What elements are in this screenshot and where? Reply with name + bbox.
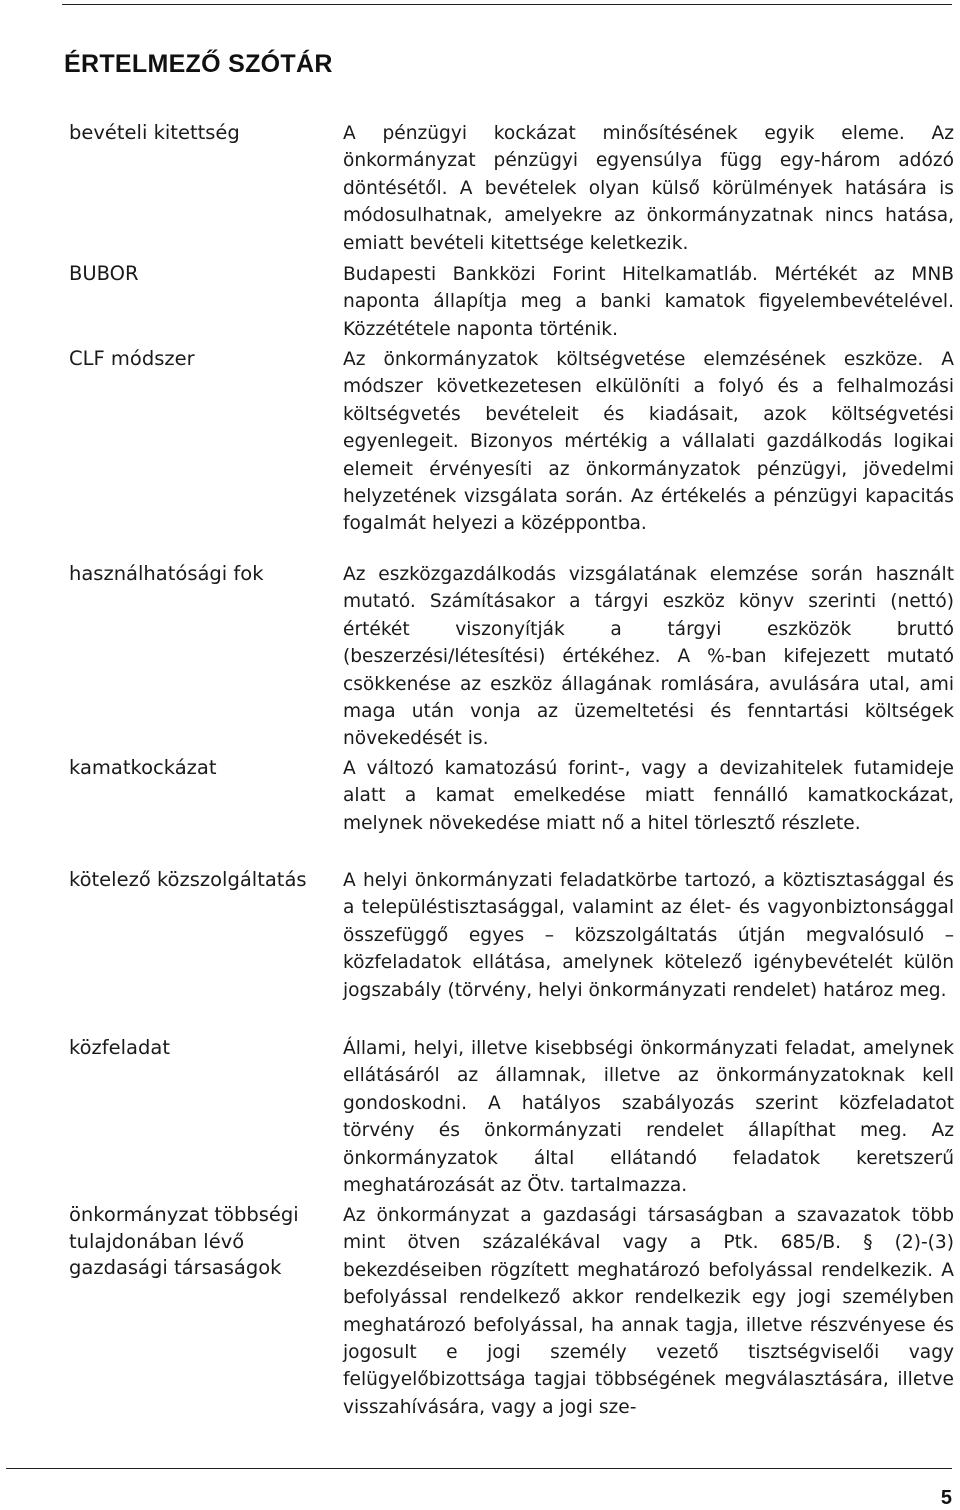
glossary-term: kötelező közszolgáltatás [69,868,307,891]
glossary-definition: Az eszközgazdálkodás vizsgálatának elemzése során használt mutató. Számításakor a tárgyi eszköz könyv szerinti (nettó) értékét viszonyítják a tárgyi eszközök bruttó (beszerzési/létesítési) értékéhez. A %-ban kifejezett mutató csökkenése az eszköz állagának romlására, avulására utal, ami maga után vonja az üzemeltetési és fenntartási költségek növekedését is. [343,564,954,750]
page-title: ÉRTELMEZŐ SZÓTÁR [64,50,333,78]
glossary-term: önkormányzat többségi tulajdonában lévő gazdasági társaságok [69,1203,299,1280]
glossary-term: CLF módszer [69,347,195,370]
top-rule [62,4,952,5]
glossary-definition: Az önkormányzatok költségvetése elemzésének eszköze. A módszer következetesen elkülöníti a folyó és a felhalmozási költségvetés bevételeit és kiadásait, azok költségvetési egyenlegeit. Bizonyos mértékig a vállalati gazdálkodás logikai elemeit érvényesíti az önkormányzatok pénzügyi, jövedelmi helyzetének vizsgálata során. Az értékelés a pénzügyi kapacitás fogalmát helyezi a középpontba. [343,349,954,535]
glossary-term: kamatkockázat [69,756,217,779]
glossary-definition: A változó kamatozású forint-, vagy a devizahitelek futamideje alatt a kamat emelkedése miatt fennálló kamatkockázat, melynek növekedése miatt nő a hitel törlesztő részlete. [343,758,954,834]
glossary-definition: A pénzügyi kockázat minősítésének egyik eleme. Az önkormányzat pénzügyi egyensúlya függ egy-három adózó döntésétől. A bevételek olyan külső körülmények hatására is módosulhatnak, amelyekre az önkormányzatnak nincs hatása, emiatt bevételi kitettsége keletkezik. [343,123,954,254]
glossary-definition: A helyi önkormányzati feladatkörbe tartozó, a köztisztasággal és a településtisztasággal, valamint az élet- és vagyonbiztonsággal összefüggő egyes – közszolgáltatás útján megvalósuló – közfeladatok ellátása, amelynek kötelező igénybevételét külön jogszabály (törvény, helyi önkormányzati rendelet) határoz meg. [343,870,954,1001]
bottom-rule [6,1468,952,1469]
glossary-definition: Budapesti Bankközi Forint Hitelkamatláb. Mértékét az MNB naponta állapítja meg a banki kamatok figyelembevételével. Közzététele naponta történik. [343,264,954,340]
glossary-term: közfeladat [69,1036,170,1059]
page-number: 5 [940,1487,952,1509]
glossary-term: bevételi kitettség [69,121,240,144]
glossary-term: BUBOR [69,262,139,285]
glossary-term: használhatósági fok [69,562,264,585]
glossary-definition: Állami, helyi, illetve kisebbségi önkormányzati feladat, amelynek ellátásáról az államnak, illetve az önkormányzatoknak kell gondoskodni. A hatályos szabályozás szerint közfeladatot törvény és önkormányzati rendelet állapíthat meg. Az önkormányzatok által ellátandó feladatok keretszerű meghatározását az Ötv. tartalmazza. [343,1038,954,1197]
glossary-definition: Az önkormányzat a gazdasági társaságban a szavazatok több mint ötven százalékával vagy a Ptk. 685/B. § (2)-(3) bekezdéseiben rögzített meghatározó befolyással rendelkezik. A befolyással rendelkező akkor rendelkezik egy jogi személyben meghatározó befolyással, ha annak tagja, illetve részvényese és jogosult e jogi személy vezető tisztségviselői vagy felügyelőbizottsága tagjai többségének megválasztására, illetve visszahívására, vagy a jogi sze- [343,1205,954,1418]
